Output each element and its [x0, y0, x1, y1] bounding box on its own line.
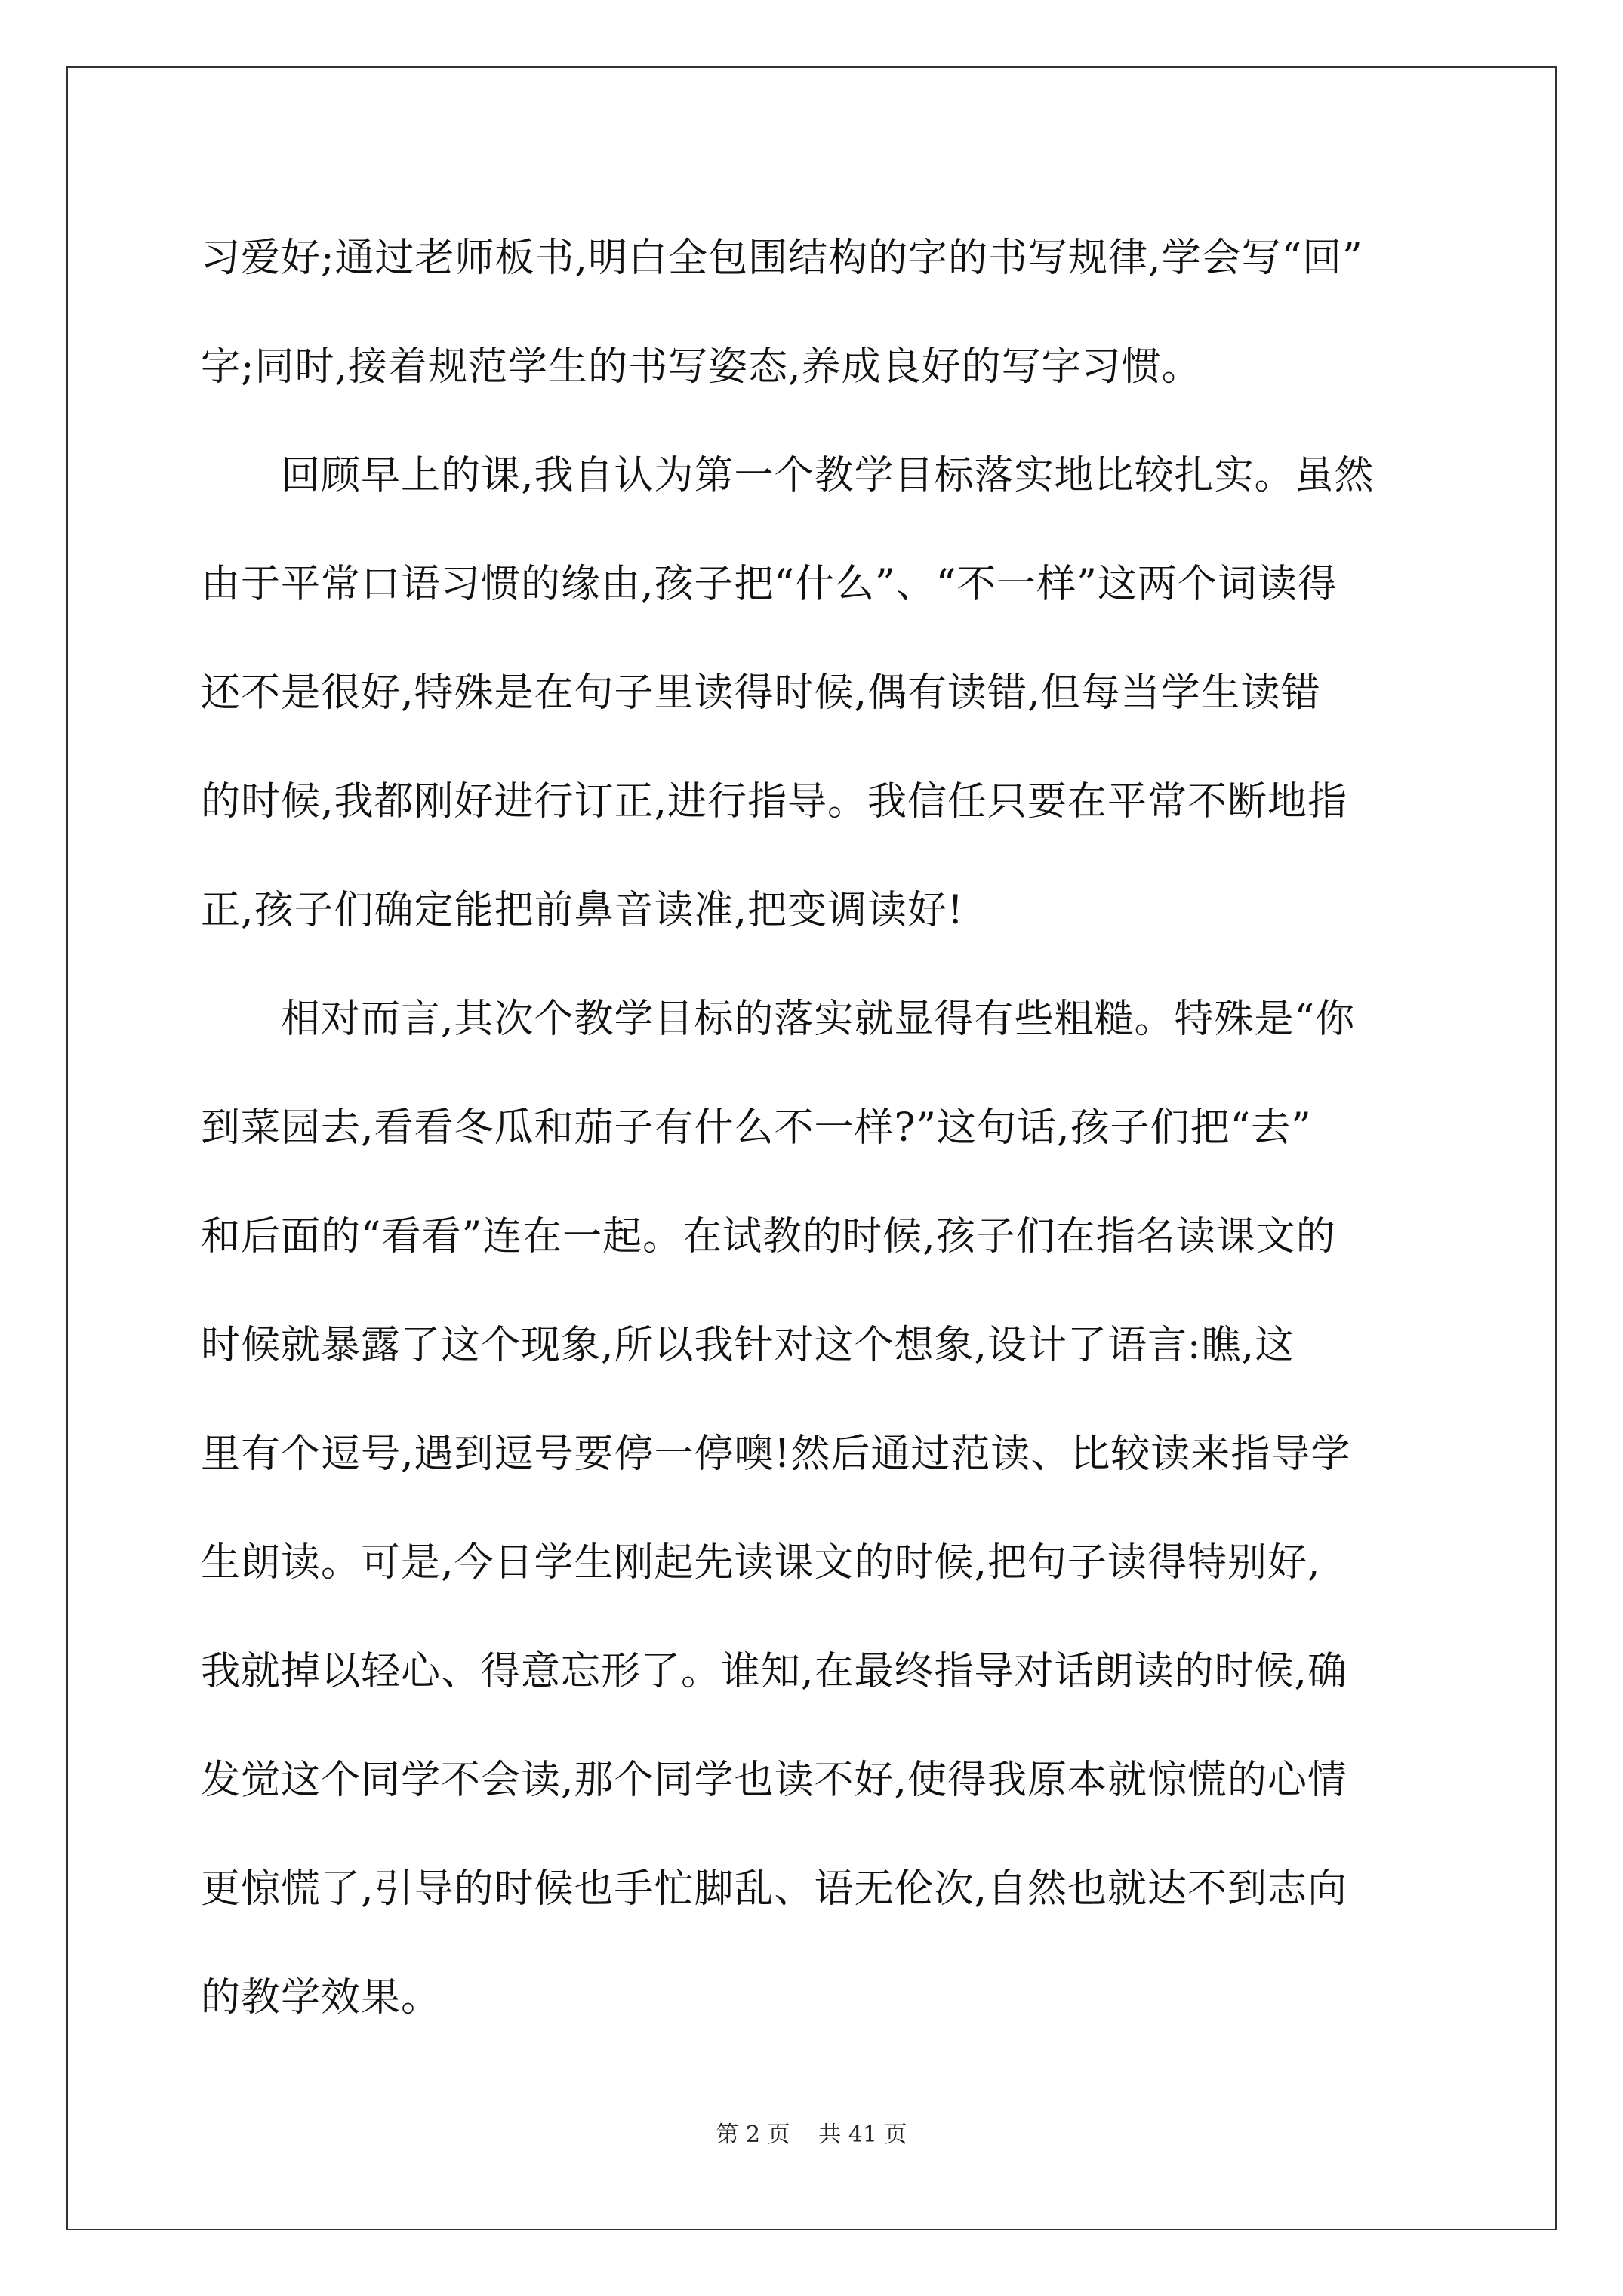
text-line: 习爱好;通过老师板书,明白全包围结构的字的书写规律,学会写“回”	[201, 236, 1363, 281]
total-pages: 共 41 页	[818, 2122, 907, 2148]
text-line: 相对而言,其次个教学目标的落实就显得有些粗糙。特殊是“你	[201, 997, 1356, 1042]
text-line: 和后面的“看看”连在一起。在试教的时候,孩子们在指名读课文的	[201, 1214, 1336, 1259]
text-line: 的教学效果。	[201, 1975, 442, 2020]
text-line: 发觉这个同学不会读,那个同学也读不好,使得我原本就惊慌的心情	[201, 1758, 1348, 1803]
text-line: 生朗读。可是,今日学生刚起先读课文的时候,把句子读得特别好,	[201, 1540, 1321, 1586]
text-line: 由于平常口语习惯的缘由,孩子把“什么”、“不一样”这两个词读得	[201, 562, 1338, 607]
page-number: 第 2 页	[716, 2122, 790, 2148]
text-line: 到菜园去,看看冬瓜和茄子有什么不一样?”这句话,孩子们把“去”	[201, 1105, 1312, 1151]
text-line: 还不是很好,特殊是在句子里读得时候,偶有读错,但每当学生读错	[201, 670, 1321, 716]
text-line: 更惊慌了,引导的时候也手忙脚乱、语无伦次,自然也就达不到志向	[201, 1866, 1348, 1912]
text-line: 字;同时,接着规范学生的书写姿态,养成良好的写字习惯。	[201, 344, 1202, 390]
text-line: 我就掉以轻心、得意忘形了。谁知,在最终指导对话朗读的时候,确	[201, 1649, 1348, 1694]
text-line: 的时候,我都刚好进行订正,进行指导。我信任只要在平常不断地指	[201, 779, 1348, 824]
text-line: 时候就暴露了这个现象,所以我针对这个想象,设计了语言:瞧,这	[201, 1323, 1295, 1368]
document-body	[201, 204, 1431, 2052]
text-line: 里有个逗号,遇到逗号要停一停噢!然后通过范读、比较读来指导学	[201, 1432, 1351, 1477]
text-line: 正,孩子们确定能把前鼻音读准,把变调读好!	[201, 888, 964, 933]
text-line: 回顾早上的课,我自认为第一个教学目标落实地比较扎实。虽然	[201, 453, 1375, 498]
page-footer	[0, 2120, 1623, 2150]
